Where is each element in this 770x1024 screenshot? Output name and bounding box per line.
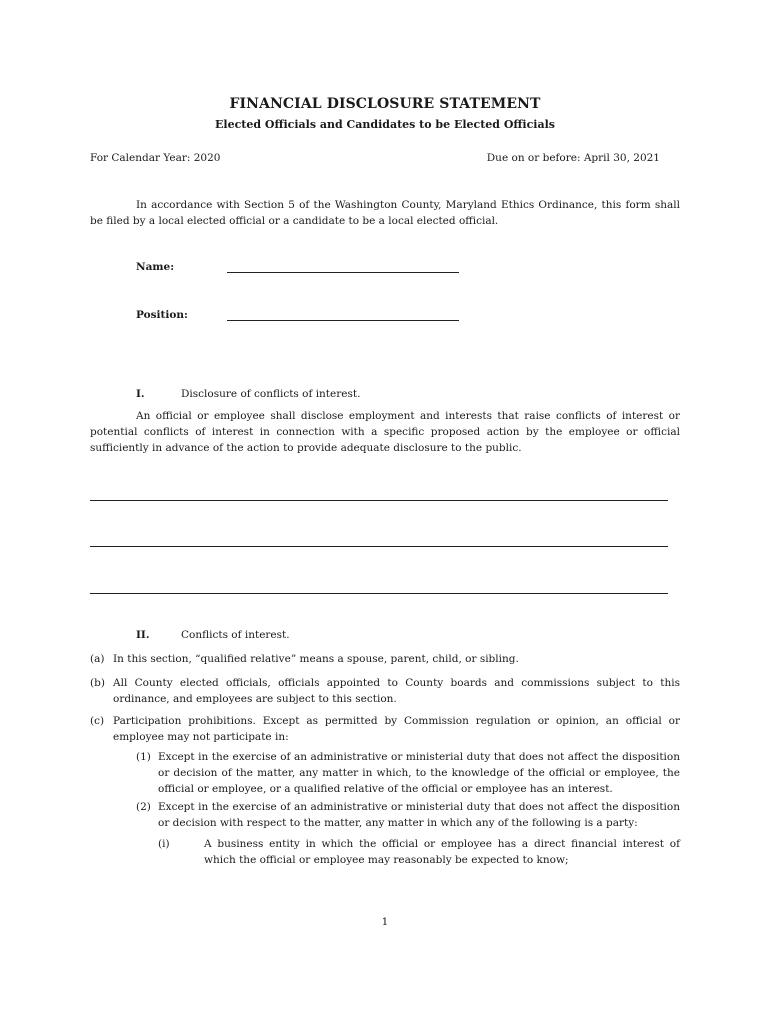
page-number: 1: [381, 916, 389, 928]
sub-list-item-text: Except in the exercise of an administrative or ministerial duty that does not affect the disposition or decision of the matter, any matter in which, to the knowledge of the official or employee, the official or employee, or a qualified relative of the official or employee has an interest.: [158, 751, 680, 795]
list-item: [90, 675, 680, 707]
sub-list-item-mark: (1): [136, 751, 151, 763]
disclosure-line-3[interactable]: [90, 593, 668, 594]
calendar-year: For Calendar Year: 2020: [90, 152, 221, 164]
sub-list-item-mark: (2): [136, 801, 151, 813]
name-field-line[interactable]: [227, 272, 459, 273]
sub-list-item: [136, 749, 680, 797]
position-field-line[interactable]: [227, 320, 459, 321]
disclosure-line-1[interactable]: [90, 500, 668, 501]
sub-sub-list-item: [158, 836, 680, 868]
list-item-mark: (b): [90, 677, 105, 689]
due-date: Due on or before: April 30, 2021: [486, 152, 660, 164]
sub-list-item: [136, 799, 680, 831]
sub-sub-list-item-mark: (i): [158, 838, 170, 850]
list-item-text: In this section, “qualified relative” means a spouse, parent, child, or sibling.: [113, 653, 519, 665]
intro-paragraph: In accordance with Section 5 of the Washington County, Maryland Ethics Ordinance, this form shall be filed by a local elected official or a candidate to be a local elected official.: [90, 199, 680, 227]
section-2-numeral: II.: [136, 629, 150, 641]
section-2-heading: Conflicts of interest.: [181, 629, 290, 641]
list-item-mark: (a): [90, 653, 105, 665]
document-title: FINANCIAL DISCLOSURE STATEMENT: [229, 96, 541, 112]
list-item: [90, 651, 680, 667]
sub-sub-list-item-text: A business entity in which the official or employee has a direct financial interest of which the official or employee may reasonably be expected to know;: [204, 838, 680, 866]
document-subtitle: Elected Officials and Candidates to be Elected Officials: [215, 118, 555, 131]
disclosure-line-2[interactable]: [90, 546, 668, 547]
name-label: Name:: [136, 261, 175, 273]
list-item-mark: (c): [90, 715, 105, 727]
list-item-text: Participation prohibitions. Except as permitted by Commission regulation or opinion, an official or employee may not participate in:: [113, 715, 680, 743]
section-1-text: An official or employee shall disclose employment and interests that raise conflicts of interest or potential conflicts of interest in connection with a specific proposed action by the employee or official sufficiently in advance of the action to provide adequate disclosure to the public.: [90, 410, 680, 454]
section-1-numeral: I.: [136, 388, 145, 400]
sub-list-item-text: Except in the exercise of an administrative or ministerial duty that does not affect the disposition or decision with respect to the matter, any matter in which any of the following is a party:: [158, 801, 680, 829]
list-item-text: All County elected officials, officials appointed to County boards and commissions subject to this ordinance, and employees are subject to this section.: [113, 677, 680, 705]
section-1-heading: Disclosure of conflicts of interest.: [181, 388, 361, 400]
list-item: [90, 713, 680, 745]
position-label: Position:: [136, 309, 188, 321]
